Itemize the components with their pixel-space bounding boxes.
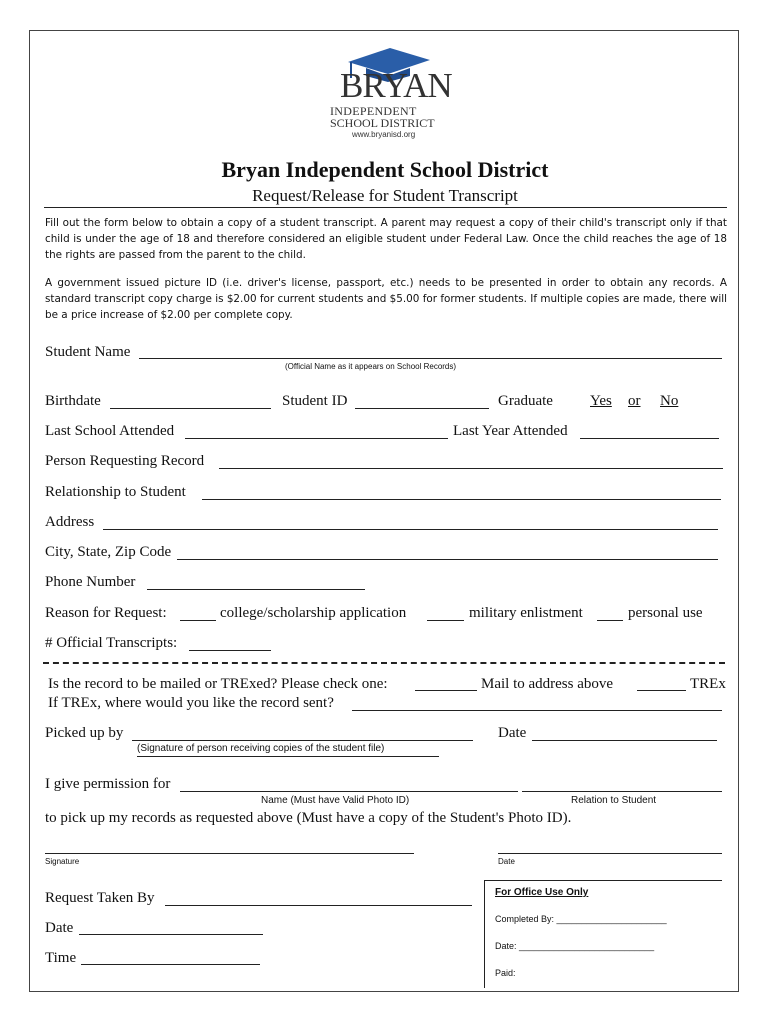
section-divider (43, 662, 725, 664)
last-school-field[interactable] (185, 438, 448, 439)
address-label: Address (45, 514, 95, 530)
trex-option-label: TREx (690, 676, 726, 692)
last-year-field[interactable] (580, 438, 719, 439)
page-title: Bryan Independent School District (221, 157, 549, 182)
pickup-signature-underline (137, 756, 439, 757)
logo-url: www.bryanisd.org (352, 130, 416, 139)
phone-field[interactable] (147, 589, 365, 590)
city-state-zip-field[interactable] (177, 559, 718, 560)
graduate-label: Graduate (498, 393, 553, 409)
reason-military-label: military enlistment (469, 605, 583, 621)
trex-where-field[interactable] (352, 710, 722, 711)
picked-up-by-label: Picked up by (45, 725, 124, 741)
graduate-no-option[interactable]: No (660, 393, 679, 409)
logo-line2: SCHOOL DISTRICT (330, 116, 435, 130)
phone-label: Phone Number (45, 574, 136, 590)
permission-label: I give permission for (45, 776, 171, 792)
relationship-label: Relationship to Student (45, 484, 186, 500)
mail-check[interactable] (415, 690, 477, 691)
student-id-field[interactable] (355, 408, 489, 409)
page-subtitle: Request/Release for Student Transcript (252, 186, 518, 205)
student-name-field[interactable] (139, 358, 722, 359)
picked-up-by-field[interactable] (132, 740, 473, 741)
last-school-label: Last School Attended (45, 423, 175, 439)
birthdate-label: Birthdate (45, 393, 101, 409)
permission-relation-note: Relation to Student (571, 795, 657, 806)
office-paid[interactable]: Paid: (495, 968, 516, 978)
logo-line1: INDEPENDENT (330, 104, 417, 118)
trex-check[interactable] (637, 690, 686, 691)
reason-label: Reason for Request: (45, 605, 167, 621)
permission-signature-field[interactable] (45, 853, 414, 854)
person-requesting-label: Person Requesting Record (45, 453, 205, 469)
permission-relation-field[interactable] (522, 791, 722, 792)
office-time-label: Time (45, 950, 77, 966)
pickup-date-label: Date (498, 725, 527, 741)
header-divider (44, 207, 727, 208)
student-name-label: Student Name (45, 344, 131, 360)
pickup-date-field[interactable] (532, 740, 717, 741)
intro-paragraph-1: Fill out the form below to obtain a copy of a student transcript. A parent may request a copy of their child's transcript only if that child is under the age of 18 and therefore considered an eligible student under Federal Law. Once the child reaches the age of 18 the rights are passed from the parent to the child. (45, 217, 727, 261)
reason-college-label: college/scholarship application (220, 605, 407, 621)
official-transcripts-label: # Official Transcripts: (45, 635, 178, 651)
trex-where-label: If TREx, where would you like the record sent? (48, 695, 334, 711)
relationship-field[interactable] (202, 499, 721, 500)
city-state-zip-label: City, State, Zip Code (45, 544, 172, 560)
person-requesting-field[interactable] (219, 468, 723, 469)
logo-brand: BRYAN (340, 66, 452, 105)
district-logo (326, 46, 452, 142)
student-id-label: Student ID (282, 393, 348, 409)
pickup-signature-note: (Signature of person receiving copies of the student file) (137, 743, 385, 754)
office-date-field[interactable] (79, 934, 263, 935)
address-field[interactable] (103, 529, 718, 530)
permission-pickup-text: to pick up my records as requested above (Must have a copy of the Student's Photo ID). (45, 810, 572, 826)
graduate-or-text: or (628, 393, 641, 409)
office-use-title: For Office Use Only (495, 887, 589, 898)
reason-personal-label: personal use (628, 605, 703, 621)
graduate-yes-option[interactable]: Yes (590, 393, 612, 409)
office-time-field[interactable] (81, 964, 260, 965)
request-taken-by-field[interactable] (165, 905, 472, 906)
office-date-label: Date (45, 920, 74, 936)
office-completed-by[interactable]: Completed By: ______________________ (495, 914, 667, 924)
birthdate-field[interactable] (110, 408, 271, 409)
reason-military-check[interactable] (427, 620, 464, 621)
official-transcripts-field[interactable] (189, 650, 271, 651)
last-year-label: Last Year Attended (453, 423, 568, 439)
reason-college-check[interactable] (180, 620, 216, 621)
student-name-note: (Official Name as it appears on School Records) (285, 362, 457, 371)
permission-date-label: Date (498, 857, 515, 866)
permission-date-field[interactable] (498, 853, 722, 854)
permission-name-field[interactable] (180, 791, 518, 792)
mail-option-label: Mail to address above (481, 676, 614, 692)
permission-signature-label: Signature (45, 857, 80, 866)
permission-name-note: Name (Must have Valid Photo ID) (261, 795, 410, 806)
intro-paragraph-2: A government issued picture ID (i.e. driver's license, passport, etc.) needs to be presented in order to obtain any records. A standard transcript copy charge is $2.00 for current students and $5.00 for former students. If multiple copies are made, there will be a price increase of $2.00 per complete copy. (45, 277, 727, 321)
reason-personal-check[interactable] (597, 620, 623, 621)
office-date-field-text[interactable]: Date: ___________________________ (495, 941, 655, 951)
request-taken-by-label: Request Taken By (45, 890, 155, 906)
delivery-question: Is the record to be mailed or TRExed? Please check one: (48, 676, 388, 692)
